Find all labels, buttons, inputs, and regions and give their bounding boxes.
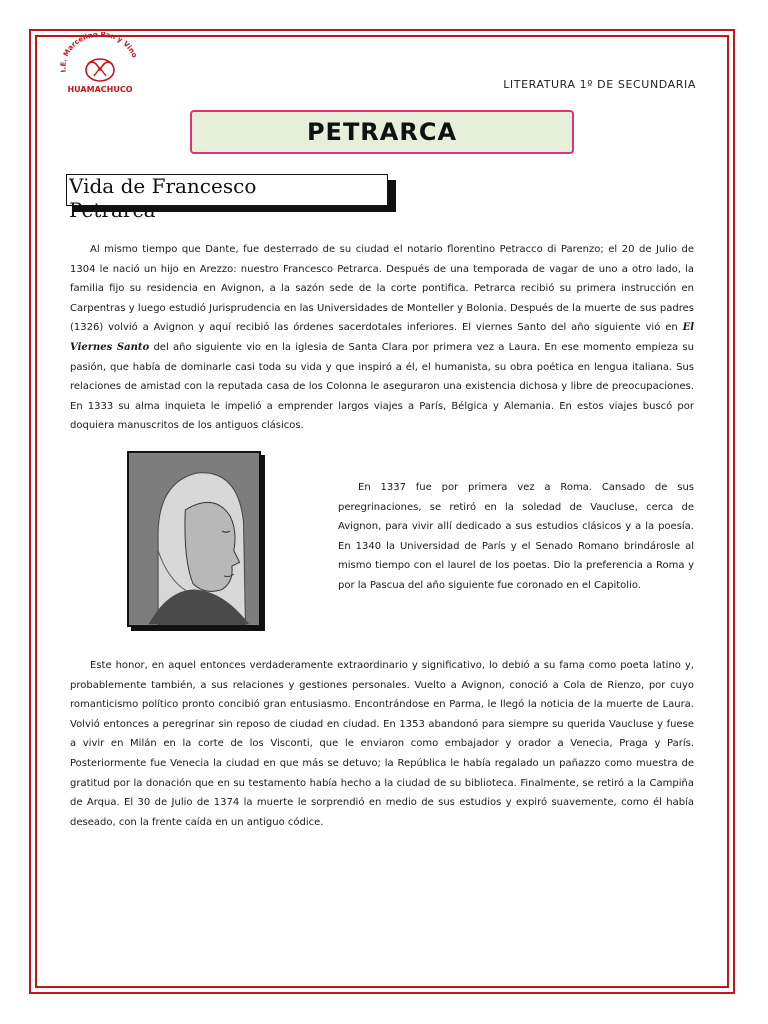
school-logo bbox=[50, 32, 150, 94]
paragraph-1-end: del año siguiente vio en la iglesia de Santa Clara por primera vez a Laura. En ese momento empieza su pasión, que había de dominarle casi toda su vida y que inspiró a él, el humanista, su obra poética en lengua italiana. Sus relaciones de amistad con la reputada casa de los Colonna le aseguraron una existencia dichosa y libre de preocupaciones. En 1333 su alma inquieta le impelió a emprender largos viajes a París, Bélgica y Alemania. En estos viajes buscó por doquiera manuscritos de los antiguos clásicos. bbox=[70, 341, 694, 432]
petrarca-portrait bbox=[127, 451, 261, 627]
section-subtitle: Vida de Francesco Petrarca bbox=[69, 174, 257, 222]
logo-name: HUAMACHUCO bbox=[67, 85, 133, 94]
paragraph-1-emphasis: El Viernes Santo bbox=[70, 322, 694, 353]
school-crest-icon bbox=[50, 32, 150, 94]
page-title: PETRARCA bbox=[306, 118, 458, 146]
paragraph-1-start: Al mismo tiempo que Dante, fue desterrado de su ciudad el notario florentino Petracco di Parenzo; el 20 de Julio de 1304 le nació un hijo en Arezzo: nuestro Francesco Petrarca. Después de una temporada de vagar de uno a otro lado, la familia fijo su residencia en Avignon, a la sazón sede de la corte pontifica. Petrarca recibió su primera instrucción en Carpentras y luego estudió Jurisprudencia en las Universidades de Monteller y Bolonia. Después de la muerte de sus padres (1326) volvió a Avignon y aquí recibió las órdenes sacerdotales inferiores. El viernes Santo del año siguiente vió en bbox=[70, 244, 694, 334]
course-label: LITERATURA 1º DE SECUNDARIA bbox=[503, 78, 696, 91]
logo-arc-text: I.E. Marcelino Pan y Vino bbox=[59, 32, 139, 73]
paragraph-3: Este honor, en aquel entonces verdaderamente extraordinario y significativo, lo debió a su fama como poeta latino y, probablemente también, a sus relaciones y gestiones personales. Vuelto a Avignon, conoció a Cola de Rienzo, por cuyo romanticismo político pronto concibió gran entusiasmo. Encontrándose en Parma, le llegó la noticia de la muerte de Laura. Volvió entonces a peregrinar sin reposo de ciudad en ciudad. En 1353 abandonó para siempre su querida Vaucluse y fuese a vivir en Milán en la corte de los Visconti, que le enviaron como embajador y orador a Venecia, Praga y París. Posteriormente fue Venecia la ciudad en que más se detuvo; la República le había regalado un pañazzo como muestra de gratitud por la donación que en su testamento había hecho a la ciudad de su biblioteca. Finalmente, se retiró a la Campiña de Arqua. El 30 de Julio de 1374 la muerte le sorprendió en medio de sus estudios y expiró suavemente, como él había deseado, con la frente caída en un antiguo códice. bbox=[70, 660, 694, 828]
title-banner bbox=[190, 110, 574, 154]
paragraph-1 bbox=[70, 240, 694, 436]
petrarca-portrait-image bbox=[129, 453, 259, 625]
paragraph-2: En 1337 fue por primera vez a Roma. Cansado de sus peregrinaciones, se retiró en la soledad de Vaucluse, cerca de Avignon, para vivir allí dedicado a sus estudios clásicos y a la poesía. En 1340 la Universidad de París y el Senado Romano brindárosle al mismo tiempo con el laurel de los poetas. Dio la preferencia a Roma y por la Pascua del año siguiente fue coronado en el Capitolio. bbox=[338, 482, 694, 591]
